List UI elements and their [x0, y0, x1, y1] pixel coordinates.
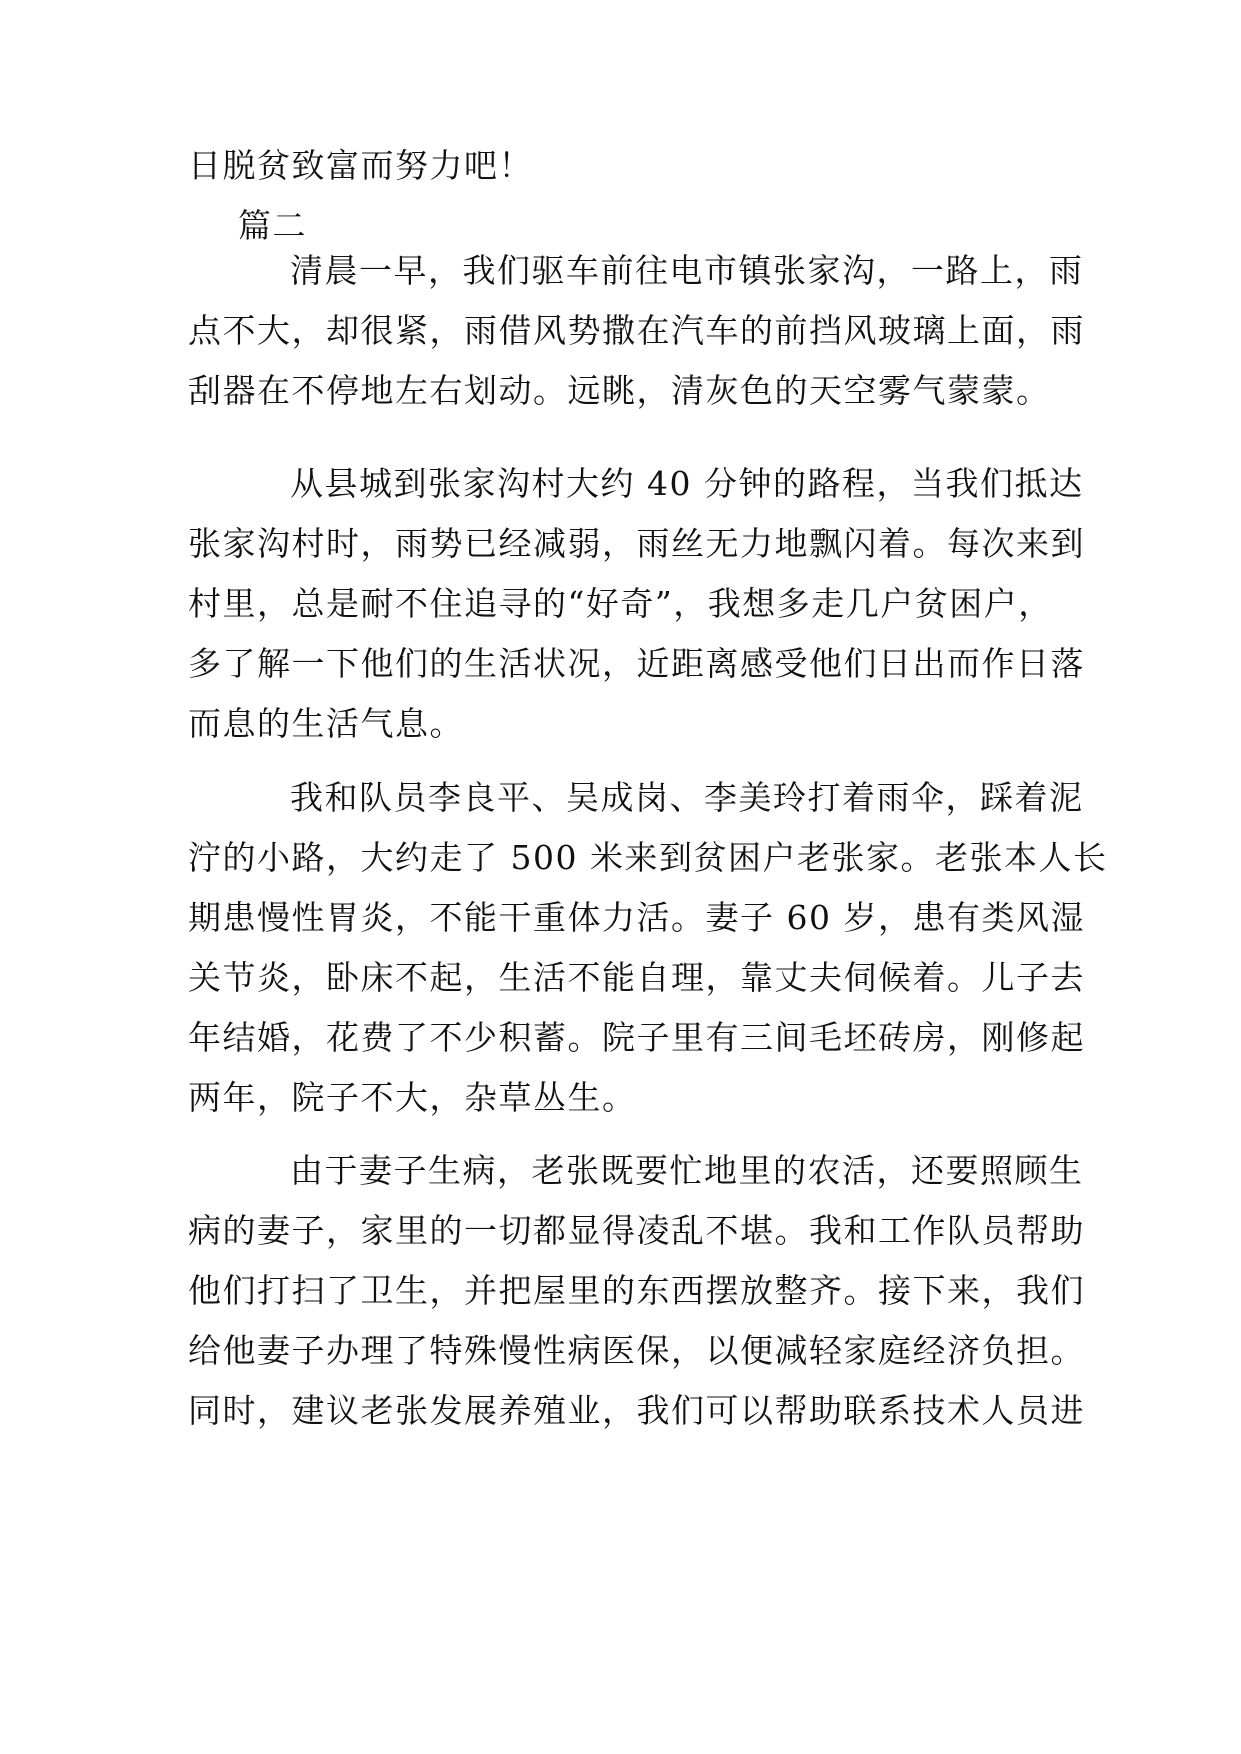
paragraph-line: 刮器在不停地左右划动。远眺，清灰色的天空雾气蒙蒙。: [188, 371, 1051, 410]
paragraph-2: [188, 454, 1085, 754]
paragraph-line: 病的妻子，家里的一切都显得凌乱不堪。我和工作队员帮助: [188, 1211, 1085, 1250]
paragraph-line: 点不大，却很紧，雨借风势撒在汽车的前挡风玻璃上面，雨: [188, 311, 1085, 350]
paragraph-line: 多了解一下他们的生活状况，近距离感受他们日出而作日落: [188, 644, 1085, 683]
paragraph-line: 年结婚，花费了不少积蓄。院子里有三间毛坯砖房，刚修起: [188, 1018, 1085, 1057]
paragraph-line: 由于妻子生病，老张既要忙地里的农活，还要照顾生: [290, 1151, 1084, 1190]
paragraph-line: 村里，总是耐不住追寻的“好奇”，我想多走几户贫困户，: [188, 584, 1053, 623]
paragraph-line: 我和队员李良平、吴成岗、李美玲打着雨伞，踩着泥: [290, 778, 1084, 817]
continuation-line: 日脱贫致富而努力吧！: [188, 146, 533, 185]
paragraph-line: 两年，院子不大，杂草丛生。: [188, 1078, 637, 1117]
paragraph-line: 清晨一早，我们驱车前往电市镇张家沟，一路上，雨: [290, 251, 1084, 290]
paragraph-line: 期患慢性胃炎，不能干重体力活。妻子 60 岁，患有类风湿: [188, 898, 1085, 937]
paragraph-line: 同时，建议老张发展养殖业，我们可以帮助联系技术人员进: [188, 1391, 1085, 1430]
continuation-block: [188, 136, 1058, 256]
paragraph-line: 而息的生活气息。: [188, 704, 464, 743]
paragraph-line: 从县城到张家沟村大约 40 分钟的路程，当我们抵达: [290, 464, 1084, 503]
section-heading: 篇二: [238, 206, 307, 245]
paragraph-3: [188, 768, 1108, 1128]
paragraph-line: 给他妻子办理了特殊慢性病医保，以便减轻家庭经济负担。: [188, 1331, 1085, 1370]
paragraph-line: 他们打扫了卫生，并把屋里的东西摆放整齐。接下来，我们: [188, 1271, 1085, 1310]
paragraph-line: 关节炎，卧床不起，生活不能自理，靠丈夫伺候着。儿子去: [188, 958, 1085, 997]
paragraph-line: 张家沟村时，雨势已经减弱，雨丝无力地飘闪着。每次来到: [188, 524, 1085, 563]
paragraph-line: 泞的小路，大约走了 500 米来到贫困户老张家。老张本人长: [188, 838, 1108, 877]
paragraph-1: [188, 241, 1085, 421]
paragraph-4: [188, 1141, 1085, 1441]
